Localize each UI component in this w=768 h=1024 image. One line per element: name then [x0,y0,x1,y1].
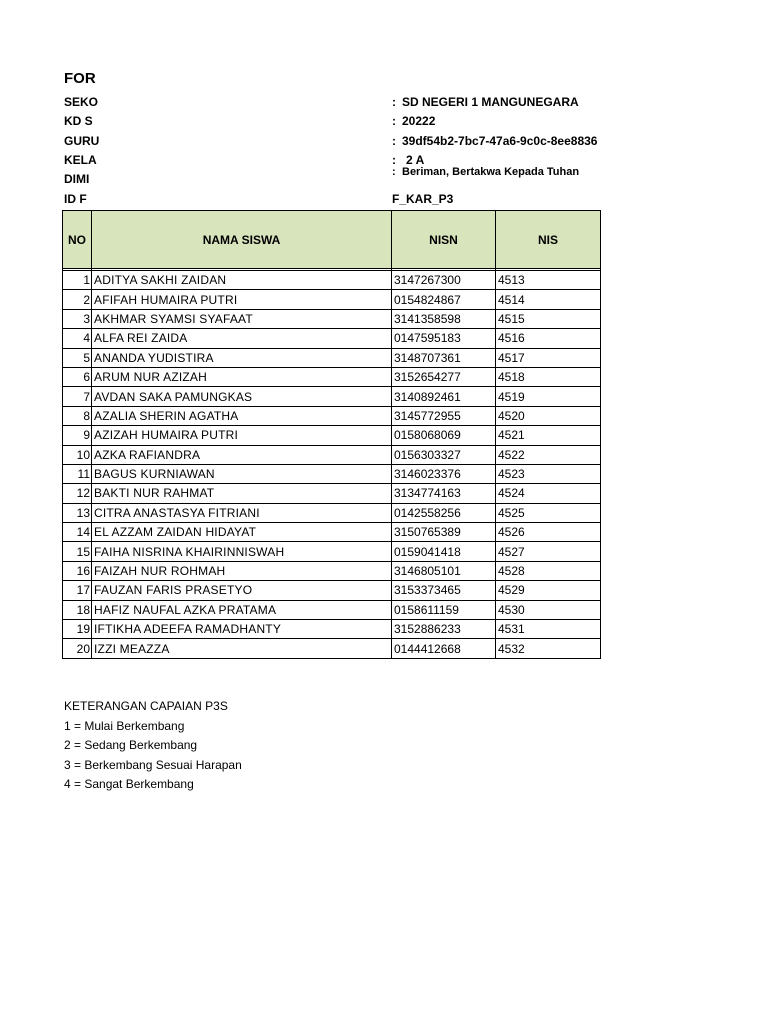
legend-item: 1 = Mulai Berkembang [64,718,185,733]
cell-nis: 4517 [496,348,601,367]
cell-no: 8 [63,406,92,425]
cell-nisn: 0154824867 [392,290,496,309]
colon: : [392,95,396,109]
legend-title: KETERANGAN CAPAIAN P3S [64,699,228,713]
cell-nisn: 0158611159 [392,600,496,619]
cell-nama-siswa: CITRA ANASTASYA FITRIANI [92,503,392,522]
cell-nis: 4527 [496,542,601,561]
cell-nis: 4525 [496,503,601,522]
cell-nama-siswa: AZALIA SHERIN AGATHA [92,406,392,425]
cell-nis: 4518 [496,367,601,386]
colon: : [392,134,396,148]
table-row [63,503,601,522]
table-row [63,387,601,406]
table-row [63,290,601,309]
legend-item: 3 = Berkembang Sesuai Harapan [64,757,242,772]
field-label-sekolah: SEKO [64,95,99,109]
student-table [62,210,601,659]
header-nis: NIS [496,211,601,269]
cell-nisn: 0156303327 [392,445,496,464]
school-name: SD NEGERI 1 MANGUNEGARA [402,95,579,109]
table-header-row [63,211,601,269]
header-no: NO [63,211,92,269]
cell-no: 9 [63,426,92,445]
cell-nisn: 3147267300 [392,271,496,290]
cell-nisn: 3140892461 [392,387,496,406]
cell-nis: 4514 [496,290,601,309]
cell-nama-siswa: AKHMAR SYAMSI SYAFAAT [92,309,392,328]
table-row [63,620,601,639]
cell-nama-siswa: BAKTI NUR RAHMAT [92,484,392,503]
field-label-dimensi: DIMI [64,172,90,186]
cell-nis: 4524 [496,484,601,503]
class-name: 2 A [406,153,425,167]
cell-no: 16 [63,561,92,580]
table-row [63,523,601,542]
cell-no: 17 [63,581,92,600]
table-body [63,269,601,659]
cell-no: 1 [63,271,92,290]
cell-nis: 4520 [496,406,601,425]
cell-nis: 4523 [496,464,601,483]
table-row [63,426,601,445]
table-row [63,367,601,386]
cell-nama-siswa: FAIHA NISRINA KHAIRINNISWAH [92,542,392,561]
cell-no: 15 [63,542,92,561]
cell-no: 4 [63,329,92,348]
cell-no: 7 [63,387,92,406]
cell-no: 2 [63,290,92,309]
cell-nisn: 0144412668 [392,639,496,658]
cell-nama-siswa: AZKA RAFIANDRA [92,445,392,464]
cell-no: 19 [63,620,92,639]
cell-nisn: 3145772955 [392,406,496,425]
field-label-id-form: ID F [64,192,87,206]
cell-no: 12 [63,484,92,503]
cell-nis: 4531 [496,620,601,639]
cell-no: 18 [63,600,92,619]
table-row [63,484,601,503]
cell-nama-siswa: IZZI MEAZZA [92,639,392,658]
cell-nisn: 3141358598 [392,309,496,328]
cell-nisn: 3152886233 [392,620,496,639]
cell-nama-siswa: ADITYA SAKHI ZAIDAN [92,271,392,290]
cell-no: 6 [63,367,92,386]
table-row [63,542,601,561]
field-label-kelas: KELA [64,153,97,167]
cell-nis: 4528 [496,561,601,580]
cell-nisn: 3150765389 [392,523,496,542]
cell-nama-siswa: AVDAN SAKA PAMUNGKAS [92,387,392,406]
field-value-dimensi [392,166,600,180]
cell-no: 14 [63,523,92,542]
field-value-guru [392,134,600,150]
table-row [63,445,601,464]
cell-nisn: 0159041418 [392,542,496,561]
cell-nis: 4530 [496,600,601,619]
cell-nis: 4532 [496,639,601,658]
school-code: 20222 [402,114,436,128]
field-value-sekolah [392,95,600,111]
field-value-kd-sekolah [392,114,600,130]
cell-nama-siswa: AFIFAH HUMAIRA PUTRI [92,290,392,309]
cell-nama-siswa: EL AZZAM ZAIDAN HIDAYAT [92,523,392,542]
header-nama-siswa: NAMA SISWA [92,211,392,269]
cell-nisn: 0147595183 [392,329,496,348]
cell-nisn: 0142558256 [392,503,496,522]
cell-nis: 4519 [496,387,601,406]
dimension-name: Beriman, Bertakwa Kepada Tuhan [402,166,580,178]
field-value-id-form: F_KAR_P3 [392,192,454,206]
table-row [63,329,601,348]
field-label-kd-sekolah: KD S [64,114,93,128]
cell-nis: 4526 [496,523,601,542]
cell-nisn: 3148707361 [392,348,496,367]
cell-nis: 4522 [496,445,601,464]
cell-nama-siswa: IFTIKHA ADEEFA RAMADHANTY [92,620,392,639]
cell-nisn: 0158068069 [392,426,496,445]
field-label-guru: GURU [64,134,100,148]
cell-no: 11 [63,464,92,483]
cell-nama-siswa: FAIZAH NUR ROHMAH [92,561,392,580]
colon: : [392,166,396,178]
cell-nis: 4513 [496,271,601,290]
legend-item: 2 = Sedang Berkembang [64,738,198,753]
table-row [63,406,601,425]
table-row [63,464,601,483]
cell-nis: 4516 [496,329,601,348]
legend-item: 4 = Sangat Berkembang [64,777,194,792]
cell-nama-siswa: ARUM NUR AZIZAH [92,367,392,386]
cell-nama-siswa: BAGUS KURNIAWAN [92,464,392,483]
cell-no: 13 [63,503,92,522]
table-row [63,581,601,600]
cell-nama-siswa: AZIZAH HUMAIRA PUTRI [92,426,392,445]
cell-nama-siswa: FAUZAN FARIS PRASETYO [92,581,392,600]
cell-no: 3 [63,309,92,328]
form-title: FOR [64,70,96,87]
cell-nis: 4529 [496,581,601,600]
cell-no: 20 [63,639,92,658]
cell-nama-siswa: HAFIZ NAUFAL AZKA PRATAMA [92,600,392,619]
header-nisn: NISN [392,211,496,269]
table-row [63,271,601,290]
legend [64,697,242,795]
teacher-id: 39df54b2-7bc7-47a6-9c0c-8ee8836 [402,134,598,148]
cell-nama-siswa: ALFA REI ZAIDA [92,329,392,348]
cell-nisn: 3152654277 [392,367,496,386]
table-row [63,639,601,658]
table-row [63,600,601,619]
cell-nis: 4521 [496,426,601,445]
cell-no: 10 [63,445,92,464]
table-row [63,309,601,328]
colon: : [392,114,396,128]
table-row [63,348,601,367]
cell-nisn: 3146023376 [392,464,496,483]
cell-nisn: 3146805101 [392,561,496,580]
cell-nisn: 3134774163 [392,484,496,503]
cell-nisn: 3153373465 [392,581,496,600]
cell-nama-siswa: ANANDA YUDISTIRA [92,348,392,367]
table-row [63,561,601,580]
cell-no: 5 [63,348,92,367]
cell-nis: 4515 [496,309,601,328]
colon: : [392,153,396,167]
